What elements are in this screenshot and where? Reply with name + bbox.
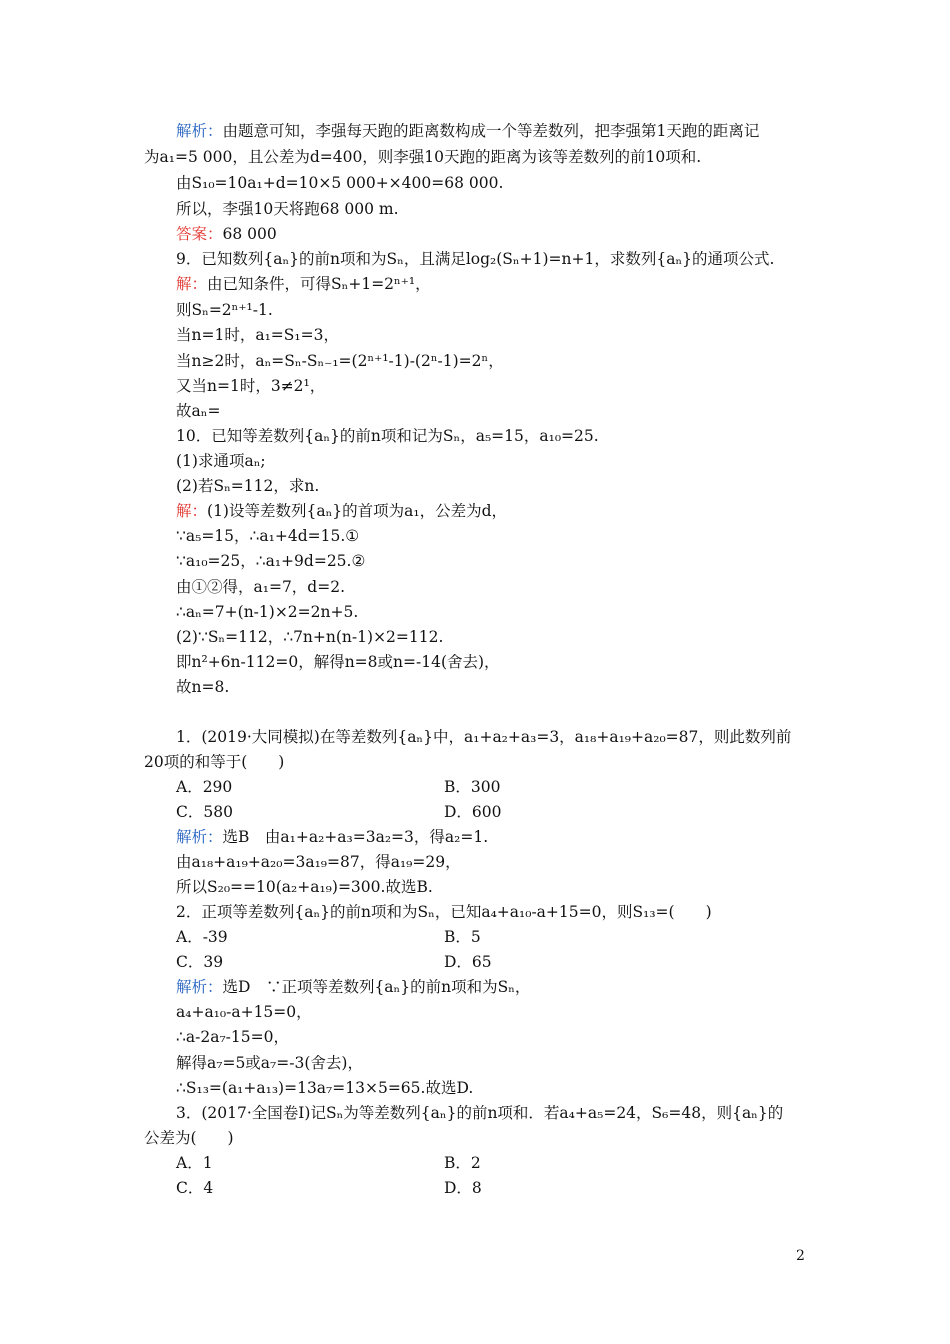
text-line: ∴aₙ=7+(n-1)×2=2n+5. [176,603,359,621]
text-line: 为a₁=5 000，且公差为d=400，则李强10天跑的距离为该等差数列的前10项和. [144,148,702,166]
line-text: 由题意可知，李强每天跑的距离数构成一个等差数列，把李强第1天跑的距离记 [222,122,760,140]
line-text: (1)设等差数列{aₙ}的首项为a₁，公差为d， [207,502,508,520]
problem-9: 9．已知数列{aₙ}的前n项和为Sₙ，且满足log₂(Sₙ+1)=n+1，求数列{aₙ}的通项公式. [176,250,775,268]
text-line: 当n≥2时，aₙ=Sₙ-Sₙ₋₁=(2ⁿ⁺¹-1)-(2ⁿ-1)=2ⁿ， [176,352,504,370]
text-line: 解得a₇=5或a₇=-3(舍去)， [176,1054,363,1072]
question-1: 1．(2019·大同模拟)在等差数列{aₙ}中，a₁+a₂+a₃=3，a₁₈+a₁₉+a₂₀=87，则此数列前 [176,728,792,746]
question-3: 3．(2017·全国卷Ⅰ)记Sₙ为等差数列{aₙ}的前n项和．若a₄+a₅=24，S₆=48，则{aₙ}的 [176,1104,784,1122]
problem-10: 10．已知等差数列{aₙ}的前n项和记为Sₙ，a₅=15，a₁₀=25. [176,427,599,445]
text-line: (2)若Sₙ=112，求n. [176,477,320,495]
option-a: A．290 [176,778,233,796]
text-line [176,824,488,850]
text-line: ∴S₁₃=(a₁+a₁₃)=13a₇=13×5=65.故选D. [176,1079,474,1097]
text-line: 所以，李强10天将跑68 000 m. [176,200,399,218]
text-line: ∴a-2a₇-15=0， [176,1028,289,1046]
text-line: 由a₁₈+a₁₉+a₂₀=3a₁₉=87，得a₁₉=29， [176,853,461,871]
page-number: 2 [796,1248,805,1264]
option-d: D．600 [444,803,502,821]
text-line [176,118,759,144]
line-text: 由已知条件，可得Sₙ+1=2ⁿ⁺¹， [207,275,431,293]
option-c: C．39 [176,953,224,971]
option-row [176,774,501,800]
text-line: 故aₙ= [176,402,221,420]
option-row [176,1150,481,1176]
text-line: ∵a₁₀=25，∴a₁+9d=25.② [176,552,366,570]
option-c: C．4 [176,1179,214,1197]
text-line: (1)求通项aₙ; [176,452,266,470]
solution-label: 解： [176,275,208,293]
text-line: 由①②得，a₁=7，d=2. [176,578,346,596]
option-c: C．580 [176,803,233,821]
option-d: D．8 [444,1179,482,1197]
text-line: 20项的和等于( ) [144,753,285,771]
option-a: A．-39 [176,928,228,946]
text-line: 由S₁₀=10a₁+d=10×5 000+×400=68 000. [176,174,504,192]
analysis-label: 解析： [176,828,223,846]
text-line: 所以S₂₀==10(a₂+a₁₉)=300.故选B. [176,878,433,896]
option-row [176,949,492,975]
option-b: B．5 [444,928,481,946]
text-line [176,221,277,247]
text-line: 则Sₙ=2ⁿ⁺¹-1. [176,301,273,319]
text-line: 即n²+6n-112=0，解得n=8或n=-14(舍去)， [176,653,500,671]
text-line [176,498,507,524]
question-2: 2．正项等差数列{aₙ}的前n项和为Sₙ，已知a₄+a₁₀-a+15=0，则S₁₃=( ) [176,903,712,921]
solution-label: 解： [176,502,208,520]
text-line: a₄+a₁₀-a+15=0， [176,1003,312,1021]
text-line: ∵a₅=15，∴a₁+4d=15.① [176,527,360,545]
option-d: D．65 [444,953,492,971]
analysis-label: 解析： [176,978,223,996]
line-text: 68 000 [222,225,277,243]
text-line: 又当n=1时，3≠2¹， [176,377,326,395]
analysis-label: 解析： [176,122,223,140]
text-line: 故n=8. [176,678,230,696]
option-b: B．300 [444,778,501,796]
option-a: A．1 [176,1154,213,1172]
line-text: 选B 由a₁+a₂+a₃=3a₂=3，得a₂=1. [222,828,489,846]
text-line [176,974,530,1000]
option-row [176,1175,482,1201]
line-text: 选D ∵正项等差数列{aₙ}的前n项和为Sₙ， [222,978,531,996]
option-row [176,924,481,950]
text-line: 当n=1时，a₁=S₁=3， [176,326,339,344]
text-line: (2)∵Sₙ=112，∴7n+n(n-1)×2=112. [176,628,444,646]
text-line [176,271,431,297]
text-line: 公差为( ) [144,1129,234,1147]
option-b: B．2 [444,1154,481,1172]
option-row [176,799,502,825]
answer-label: 答案： [176,225,223,243]
